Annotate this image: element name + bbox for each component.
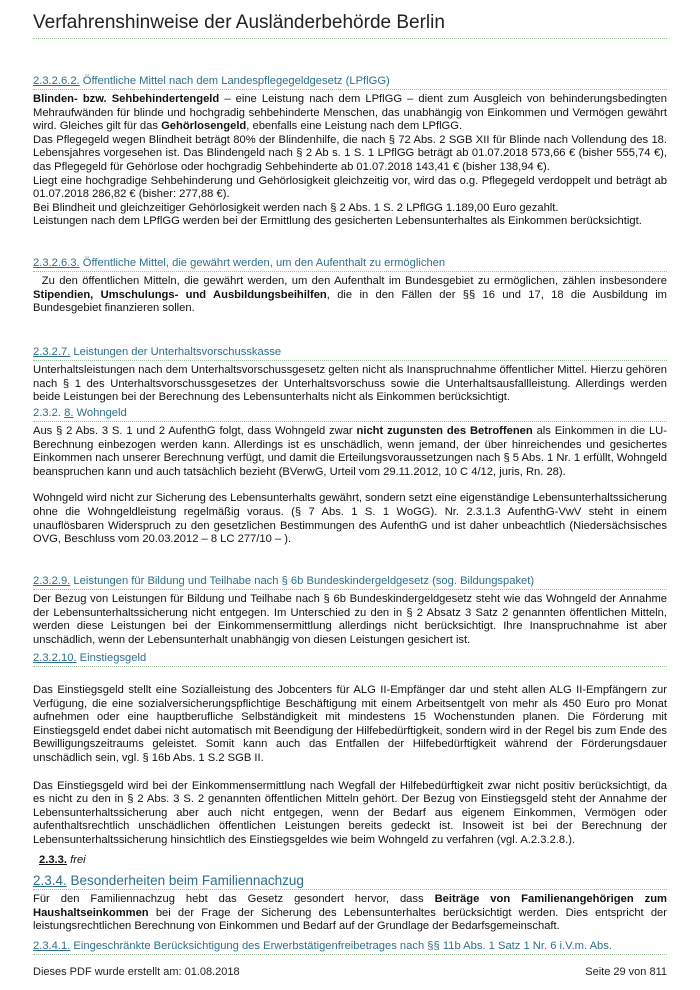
bold-term: Beiträge von Familienangehörigen zum Haushaltseinkommen	[33, 893, 668, 919]
section-2-3-4-1	[33, 939, 667, 955]
section-number-link[interactable]: 2.3.2.6.3.	[33, 257, 80, 269]
paragraph: Das Pflegegeld wegen Blindheit beträgt 80% der Blindenhilfe, die nach § 72 Abs. 2 SGB XII für Blinde nach Vollendung des 18. Lebensjahres vorgesehen ist. Das Blindengeld nach § 2 Ab s. 1 S. 1 LPflGG beträgt ab 01.07.2018 573,66 € (bisher 555,74 €), das Pflegegeld für Gehörlose oder hochgradig Sehbehinderte ab 01.07.2018 143,41 € (bisher 138,94 €).	[33, 133, 667, 173]
section-title: Eingeschränkte Berücksichtigung des Erwerbstätigenfreibetrages nach §§ 11b Abs. 1 Satz 1 Nr. 6 i.V.m. Abs.	[70, 940, 612, 952]
text: Aus § 2 Abs. 3 S. 1 und 2 AufenthG folgt, dass Wohngeld zwar	[33, 425, 357, 437]
section-title: Leistungen der Unterhaltsvorschusskasse	[70, 346, 282, 358]
text: Für den Familiennachzug hebt das Gesetz gesondert hervor, dass	[33, 893, 435, 905]
section-number-link[interactable]: 2.3.2.7.	[33, 346, 71, 358]
paragraph: Leistungen nach dem LPflGG werden bei der Ermittlung des gesicherten Lebensunterhaltes als Einkommen berücksichtigt.	[33, 215, 642, 228]
section-2-3-2-8	[33, 406, 667, 547]
section-number-link[interactable]: 2.3.2.9.	[33, 575, 71, 587]
section-heading	[33, 873, 667, 890]
section-2-3-2-10	[33, 651, 667, 848]
text: als Einkommen in die LU- Berechnung einbezogen werden kann. Allerdings ist es unschädlich, wenn jemand, der über hinreichendes und gesichertes Einkommen nach unserer Berechnung verfügt, und damit die Erteilungsvoraussetzungen nach § 5 Abs. 1 Nr. 1 erfüllt, Wohngeld beanspruchen kann und auch tatsächlich bezieht (BVerwG, Urteil vom 29.11.2012, 10 C 4/12, juris, Rn. 28).	[33, 425, 667, 478]
text: – eine Leistung nach dem LPflGG – dient zum Ausgleich von behinderungsbedingten Mehraufwänden für blinde und hochgradig sehbehinderte Menschen, das unabhängig von Einkommen und Vermögen gewährt wird. Gleiches gilt für das	[33, 93, 667, 133]
footer-created-date: Dieses PDF wurde erstellt am: 01.08.2018	[33, 966, 240, 978]
section-number-link[interactable]: 2.3.3.	[39, 854, 67, 866]
page-footer	[33, 966, 667, 978]
page-header	[33, 12, 667, 39]
section-2-3-2-7	[33, 345, 667, 405]
paragraph	[33, 425, 667, 479]
section-2-3-3	[33, 853, 667, 867]
section-title: Öffentliche Mittel, die gewährt werden, um den Aufenthalt zu ermöglichen	[79, 257, 446, 269]
text: , ebenfalls eine Leistung nach dem LPflGG.	[246, 120, 463, 133]
paragraph: Das Einstiegsgeld stellt eine Sozialleistung des Jobcenters für ALG II-Empfänger dar und steht allen ALG II-Empfängern zur Verfügung, die eine sozialversicherungspflichtige Beschäftigung mit einem Arbeitsentgelt von mehr als 450 Euro pro Monat aufnehmen oder eine hauptberufliche Selbständigkeit mit mindestens 15 Wochenstunden planen. Die Förderung mit Einstiegsgeld endet dabei nicht automatisch mit Beendigung der Hilfebedürftigkeit, sondern wird in der Regel bis zum Ende des Bewilligungszeitraums geleistet. Somit kann auch das Entfallen der Hilfebedürftigkeit während der Förderungsdauer unschädlich sein, vgl. § 16b Abs. 1 S.2 SGB II.	[33, 684, 667, 764]
section-heading	[33, 74, 667, 90]
paragraph: Bei Blindheit und gleichzeitiger Gehörlosigkeit werden nach § 2 Abs. 1 S. 2 LPflGG 1.189,00 Euro gezahlt.	[33, 201, 559, 214]
section-heading	[33, 345, 667, 361]
section-2-3-2-9	[33, 574, 667, 647]
section-number: 2.3.2.	[33, 407, 65, 419]
section-title: Besonderheiten beim Familiennachzug	[66, 873, 304, 888]
section-number-link[interactable]: 2.3.4.	[33, 873, 67, 888]
paragraph: Liegt eine hochgradige Sehbehinderung und Gehörlosigkeit gleichzeitig vor, wird das o.g. Pflegegeld verdoppelt und beträgt ab 01.07.2018 286,82 € (bisher: 277,88 €).	[33, 174, 667, 201]
section-title: Leistungen für Bildung und Teilhabe nach § 6b Bundeskindergeldgesetz (sog. Bildungspaket)	[70, 575, 535, 587]
section-title: frei	[67, 854, 86, 866]
paragraph: Das Einstiegsgeld wird bei der Einkommensermittlung nach Wegfall der Hilfebedürftigkeit zwar nicht positiv berücksichtigt, da es nicht zu den in § 2 Abs. 3 S. 2 genannten öffentlichen Mitteln gehört. Der Bezug von Einstiegsgeld steht der Annahme der Lebensunterhaltssicherung aber auch nicht entgegen, wenn der Bedarf aus eigenem Einkommen, Vermögen oder aufenthaltsrechtlich unschädlichen öffentlichen Leistungen bereits gedeckt ist. Insoweit ist bei der Berechnung der Lebensunterhaltssicherung hinsichtlich des Einstiegsgeldes wie beim Wohngeld zu verfahren (vgl. A.2.3.2.8.).	[33, 779, 667, 846]
bold-term: Gehörlosengeld	[161, 120, 247, 133]
section-number-link[interactable]: 2.3.4.1.	[33, 940, 71, 952]
bold-term: Blinden- bzw. Sehbehindertengeld	[33, 93, 220, 105]
bold-term: nicht zugunsten des Betroffenen	[356, 425, 533, 437]
paragraph	[33, 275, 671, 316]
section-number-link[interactable]: 8.	[64, 407, 74, 419]
section-2-3-2-6-3	[33, 256, 671, 316]
paragraph: Wohngeld wird nicht zur Sicherung des Lebensunterhalts gewährt, sondern setzt eine eigenständige Lebensunterhaltssicherung ohne die Wohngeldleistung regelmäßig voraus. (§ 7 Abs. 1 S. 1 WoGG). Nr. 2.3.1.3 AufenthG-VwV steht in einem unauflösbaren Widerspruch zu den gesetzlichen Bestimmungen des AufenthG und ist daher unbeachtlich (Niedersächsisches OVG, Beschluss vom 20.03.2012 – 8 LC 277/10 – ).	[33, 492, 667, 546]
section-heading	[33, 853, 667, 867]
section-heading	[33, 406, 667, 422]
paragraph: Unterhaltsleistungen nach dem Unterhaltsvorschussgesetz gelten nicht als Inanspruchnahme öffentlicher Mittel. Hierzu gehören nach § 1 des Unterhaltsvorschussgesetzes der Unterhaltsvorschuss sowie die Unterhaltsausfallleistung. Allerdings werden beide Leistungen bei der Berechnung des Lebensunterhalts nicht als Einkommen berücksichtigt.	[33, 364, 667, 404]
text: Zu den öffentlichen Mitteln, die gewährt werden, um den Aufenthalt im Bundesgebiet zu ermöglichen, zählen insbesondere	[33, 275, 671, 287]
document-title: Verfahrenshinweise der Ausländerbehörde Berlin	[33, 12, 445, 33]
footer-page-number: Seite 29 von 811	[585, 966, 667, 978]
bold-term: Stipendien, Umschulungs- und Ausbildungsbeihilfen	[33, 288, 327, 301]
text: , die in den Fällen der §§ 16 und 17, 18 die Ausbildung im Bundesgebiet finanzieren sollen.	[33, 288, 671, 315]
section-title: Wohngeld	[73, 407, 127, 419]
text: bei der Frage der Sicherung des Lebensunterhaltes berücksichtigt werden. Dies entspricht der leistungsrechtlichen Berechnung von Einkommen und Bedarf auf der Grundlage der Bedarfsgemeinschaft.	[33, 906, 667, 933]
paragraph: Der Bezug von Leistungen für Bildung und Teilhabe nach § 6b Bundeskindergeldgesetz steht wie das Wohngeld der Annahme der Lebensunterhaltssicherung nicht entgegen. Im Unterschied zu den in § 2 Absatz 3 Satz 2 genannten öffentlichen Mitteln, werden diese Leistungen bei der Einkommensermittlung allerdings nicht berücksichtigt. Ihre Inanspruchnahme ist aber unschädlich, wenn der Lebensunterhalt unabhängig von diesen Leistungen gesichert ist.	[33, 593, 667, 646]
section-2-3-2-6-2	[33, 74, 667, 229]
section-title: Einstiegsgeld	[76, 652, 147, 664]
section-number-link[interactable]: 2.3.2.10.	[33, 652, 77, 664]
section-2-3-4	[33, 873, 667, 934]
section-heading	[33, 574, 667, 590]
section-heading	[33, 256, 667, 272]
section-number-link[interactable]: 2.3.2.6.2.	[33, 75, 80, 87]
section-heading	[33, 939, 667, 955]
section-heading	[33, 651, 667, 667]
paragraph	[33, 93, 667, 134]
section-title: Öffentliche Mittel nach dem Landespflegegeldgesetz (LPflGG)	[79, 75, 390, 87]
paragraph	[33, 893, 667, 934]
